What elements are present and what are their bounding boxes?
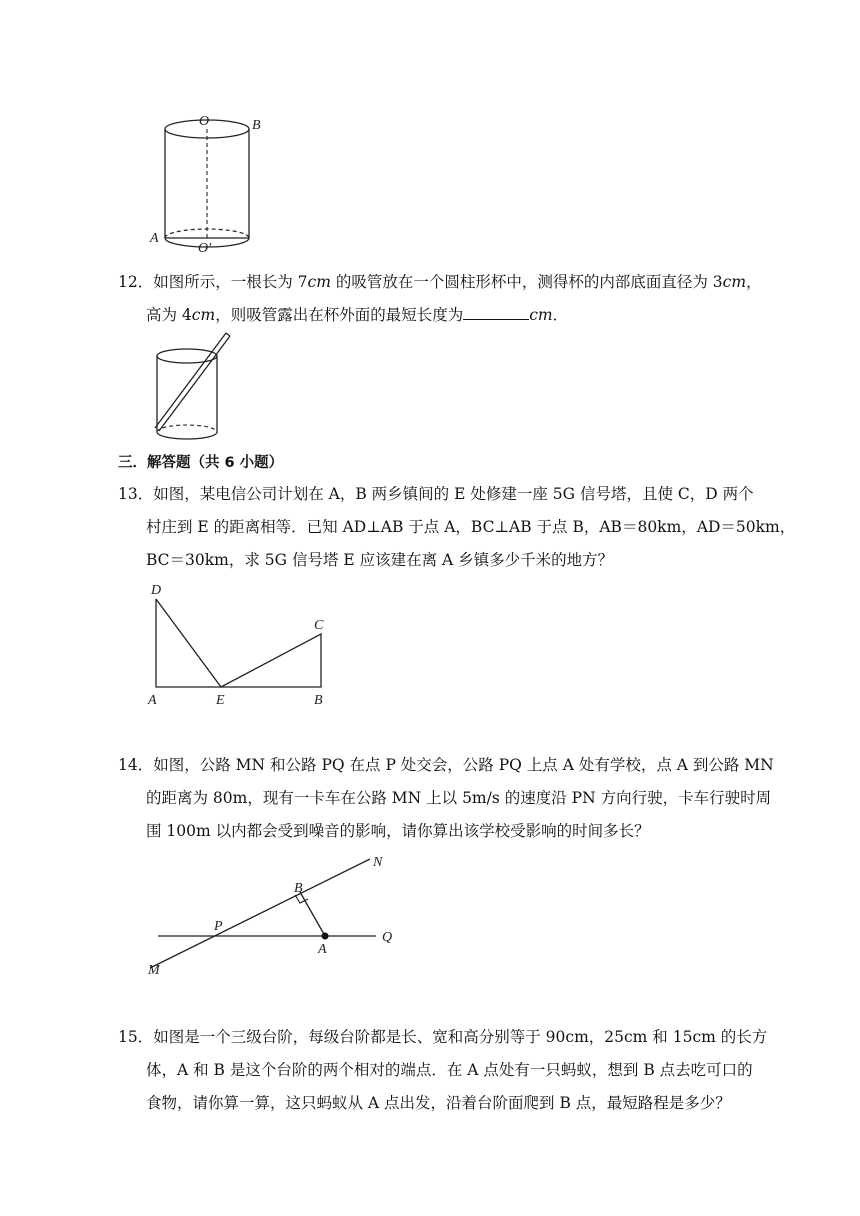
label-C: C <box>314 618 324 633</box>
label-E: E <box>216 693 225 708</box>
q15-line-2: 体，A 和 B 是这个台阶的两个相对的端点．在 A 点处有一只蚂蚁，想到 B 点去吃可口的 <box>146 1061 753 1079</box>
q13-line-1: 13．如图，某电信公司计划在 A，B 两乡镇间的 E 处修建一座 5G 信号塔，且使 C，D 两个 <box>118 485 754 503</box>
q12-line-1: 12．如图所示，一根长为 7cm 的吸管放在一个圆柱形杯中，测得杯的内部底面直径为 3cm， <box>118 273 762 291</box>
q15-line-3: 食物，请你算一算，这只蚂蚁从 A 点出发，沿着台阶面爬到 B 点，最短路程是多少？ <box>146 1094 731 1112</box>
q14-line-1: 14．如图，公路 MN 和公路 PQ 在点 P 处交会，公路 PQ 上点 A 处有学校，点 A 到公路 MN <box>118 756 774 774</box>
label-B-foot: B <box>294 881 303 896</box>
q15-line-1: 15．如图是一个三级台阶，每级台阶都是长、宽和高分别等于 90cm，25cm 和 15cm 的长方 <box>118 1028 768 1046</box>
label-N: N <box>373 855 383 870</box>
answer-blank[interactable] <box>463 305 529 320</box>
section-header: 三．解答题（共 6 小题） <box>118 455 284 471</box>
cylinder-label-A: A <box>150 231 159 246</box>
label-Q: Q <box>382 930 393 945</box>
roads-figure <box>140 848 410 983</box>
q12-number: 12． <box>118 273 154 291</box>
q15-number: 15． <box>118 1028 154 1046</box>
tower-figure <box>140 576 340 711</box>
label-B: B <box>314 693 323 708</box>
cylinder-figure <box>140 105 280 255</box>
label-D: D <box>151 583 162 598</box>
q12-line-2: 高为 4cm，则吸管露出在杯外面的最短长度为 cm． <box>146 306 569 324</box>
q13-line-2: 村庄到 E 的距离相等．已知 AD⊥AB 于点 A，BC⊥AB 于点 B，AB＝80km，AD＝50km， <box>146 518 796 536</box>
q14-line-3: 围 100m 以内都会受到噪音的影响，请你算出该学校受影响的时间多长？ <box>146 822 650 840</box>
q13-number: 13． <box>118 485 154 503</box>
q13-line-3: BC＝30km，求 5G 信号塔 E 应该建在离 A 乡镇多少千米的地方？ <box>146 551 614 569</box>
label-P: P <box>214 919 223 934</box>
cylinder-label-O-prime: O′ <box>198 241 212 255</box>
label-A: A <box>148 693 157 708</box>
label-M: M <box>148 963 160 978</box>
cylinder-label-B: B <box>252 118 261 133</box>
cylinder-label-O: O <box>199 114 210 129</box>
cup-straw-figure <box>140 330 240 445</box>
q14-number: 14． <box>118 756 154 774</box>
q14-line-2: 的距离为 80m，现有一卡车在公路 MN 上以 5m/s 的速度沿 PN 方向行驶，卡车行驶时周 <box>146 789 772 807</box>
label-A-school: A <box>318 942 327 957</box>
